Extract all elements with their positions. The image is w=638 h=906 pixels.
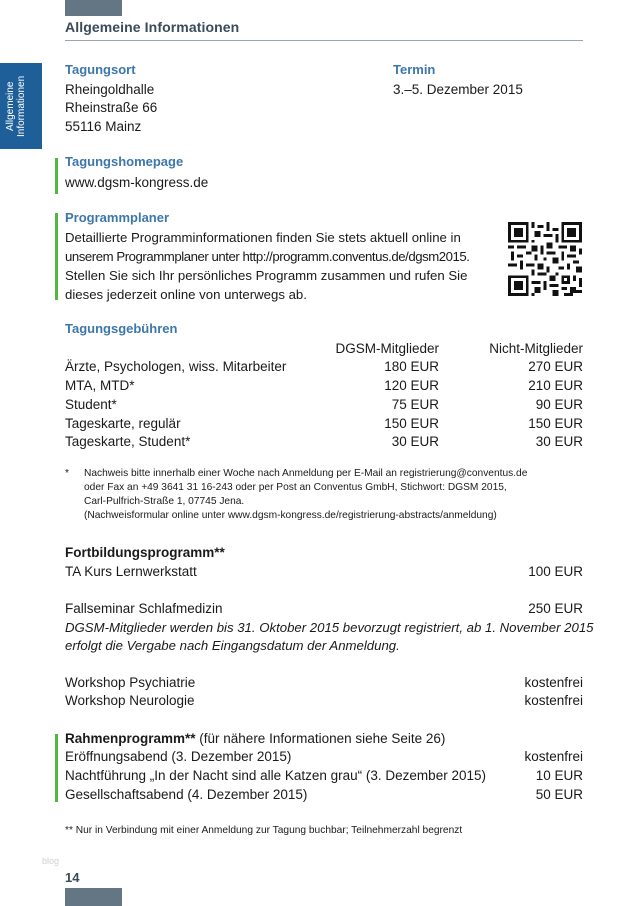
fees-col-nonmembers: Nicht-Mitglieder <box>489 341 583 356</box>
fees-row-nonmember: 30 EUR <box>535 434 583 449</box>
fees-row-member: 150 EUR <box>384 416 439 431</box>
watermark: blog <box>42 856 60 866</box>
fortbildung-row-label: TA Kurs Lernwerkstatt <box>65 564 197 579</box>
termin-value: 3.–5. Dezember 2015 <box>393 82 523 97</box>
fortbildung-row <box>65 673 583 692</box>
homepage-title: Tagungshomepage <box>65 154 184 169</box>
rahmen-row-label: Nachtführung „In der Nacht sind alle Katzen grau“ (3. Dezember 2015) <box>65 768 486 783</box>
fees-row-label: Tageskarte, regulär <box>65 416 181 431</box>
fortbildung-row-label: Workshop Psychiatrie <box>65 675 196 690</box>
side-section-tab-label: Allgemeine Informationen <box>5 75 27 137</box>
fortbildung-row-price: 250 EUR <box>528 601 583 616</box>
header-divider <box>65 40 583 41</box>
page-header-title: Allgemeine Informationen <box>65 19 240 35</box>
tagungsort-line-3: 55116 Mainz <box>65 119 142 134</box>
fees-row <box>65 432 583 451</box>
fortbildung-row-price: 100 EUR <box>528 564 583 579</box>
bottom-decor-bar <box>65 888 122 906</box>
fees-row-nonmember: 210 EUR <box>528 378 583 393</box>
fees-row-member: 30 EUR <box>391 434 439 449</box>
fees-note <box>84 467 584 523</box>
programmplaner-line-4: dieses jederzeit online von unterwegs ab. <box>65 287 307 302</box>
fortbildung-row-label: Fallseminar Schlafmedizin <box>65 601 223 616</box>
fees-note-line: Carl-Pulfrich-Straße 1, 07745 Jena. <box>84 496 245 507</box>
fees-row-nonmember: 90 EUR <box>535 397 583 412</box>
homepage-url[interactable]: www.dgsm-kongress.de <box>65 175 209 190</box>
rahmen-title: Rahmenprogramm** <box>65 731 196 746</box>
fees-row-nonmember: 150 EUR <box>528 416 583 431</box>
rahmen-title-line <box>65 729 445 748</box>
fortbildung-note-line-1: DGSM-Mitglieder werden bis 31. Oktober 2015 bevorzugt registriert, ab 1. November 2015 <box>65 620 594 635</box>
fees-note-line: oder Fax an +49 3641 31 16-243 oder per Post an Conventus GmbH, Stichwort: DGSM 2015, <box>84 482 507 493</box>
rahmen-row <box>65 766 583 785</box>
footnote: ** Nur in Verbindung mit einer Anmeldung zur Tagung buchbar; Teilnehmerzahl begrenzt <box>65 825 463 836</box>
fees-header-row <box>65 339 583 358</box>
fees-note-line: (Nachweisformular online unter www.dgsm-kongress.de/registrierung-abstracts/anmeldung) <box>84 510 497 521</box>
rahmen-row-price: kostenfrei <box>524 749 583 764</box>
termin-title: Termin <box>393 62 436 77</box>
fees-col-members: DGSM-Mitglieder <box>335 341 439 356</box>
tagungsort-title: Tagungsort <box>65 62 136 77</box>
fees-note-mark: * <box>65 468 69 479</box>
fortbildung-title: Fortbildungsprogramm** <box>65 545 225 560</box>
fortbildung-row <box>65 562 583 581</box>
rahmen-row-label: Eröffnungsabend (3. Dezember 2015) <box>65 749 292 764</box>
fortbildung-note-line-2: erfolgt die Vergabe nach Eingangsdatum der Anmeldung. <box>65 638 400 653</box>
rahmen-accent-bar <box>55 734 58 802</box>
homepage-accent-bar <box>55 158 58 194</box>
fees-row-member: 120 EUR <box>384 378 439 393</box>
top-decor-bar <box>65 0 122 16</box>
rahmen-title-note: (für nähere Informationen siehe Seite 26) <box>195 731 446 746</box>
fortbildung-row <box>65 599 583 618</box>
rahmen-row <box>65 747 583 766</box>
programmplaner-text <box>65 228 493 304</box>
rahmen-row-price: 50 EUR <box>535 787 583 802</box>
tagungsort-line-1: Rheingoldhalle <box>65 82 155 97</box>
fees-row <box>65 376 583 395</box>
fees-note-line: Nachweis bitte innerhalb einer Woche nach Anmeldung per E-Mail an registrierung@conventus.de <box>84 468 528 479</box>
tagungsort-line-2: Rheinstraße 66 <box>65 100 158 115</box>
programmplaner-line-2: unserem Programmplaner unter http://programm.conventus.de/dgsm2015. <box>65 249 470 264</box>
fortbildung-row-price: kostenfrei <box>524 675 583 690</box>
fees-row-nonmember: 270 EUR <box>528 359 583 374</box>
fees-row-member: 180 EUR <box>384 359 439 374</box>
programmplaner-line-3: Stellen Sie sich Ihr persönliches Programm zusammen und rufen Sie <box>65 268 468 283</box>
fees-row-label: Student* <box>65 397 117 412</box>
rahmen-row-price: 10 EUR <box>535 768 583 783</box>
fees-row-label: Ärzte, Psychologen, wiss. Mitarbeiter <box>65 359 287 374</box>
fees-row-label: Tageskarte, Student* <box>65 434 191 449</box>
fees-row <box>65 395 583 414</box>
fees-row <box>65 414 583 433</box>
page-number: 14 <box>65 870 80 885</box>
programmplaner-title: Programmplaner <box>65 210 170 225</box>
programmplaner-line-1: Detaillierte Programminformationen finden Sie stets aktuell online in <box>65 230 461 245</box>
rahmen-row-label: Gesellschaftsabend (4. Dezember 2015) <box>65 787 308 802</box>
fortbildung-row-price: kostenfrei <box>524 693 583 708</box>
fees-title: Tagungsgebühren <box>65 321 178 336</box>
fees-row-label: MTA, MTD* <box>65 378 135 393</box>
rahmen-row <box>65 785 583 804</box>
fees-row <box>65 357 583 376</box>
programmplaner-accent-bar <box>55 213 58 300</box>
qr-code-icon[interactable] <box>508 222 582 296</box>
fortbildung-row <box>65 691 583 710</box>
fees-row-member: 75 EUR <box>391 397 439 412</box>
fortbildung-row-label: Workshop Neurologie <box>65 693 195 708</box>
